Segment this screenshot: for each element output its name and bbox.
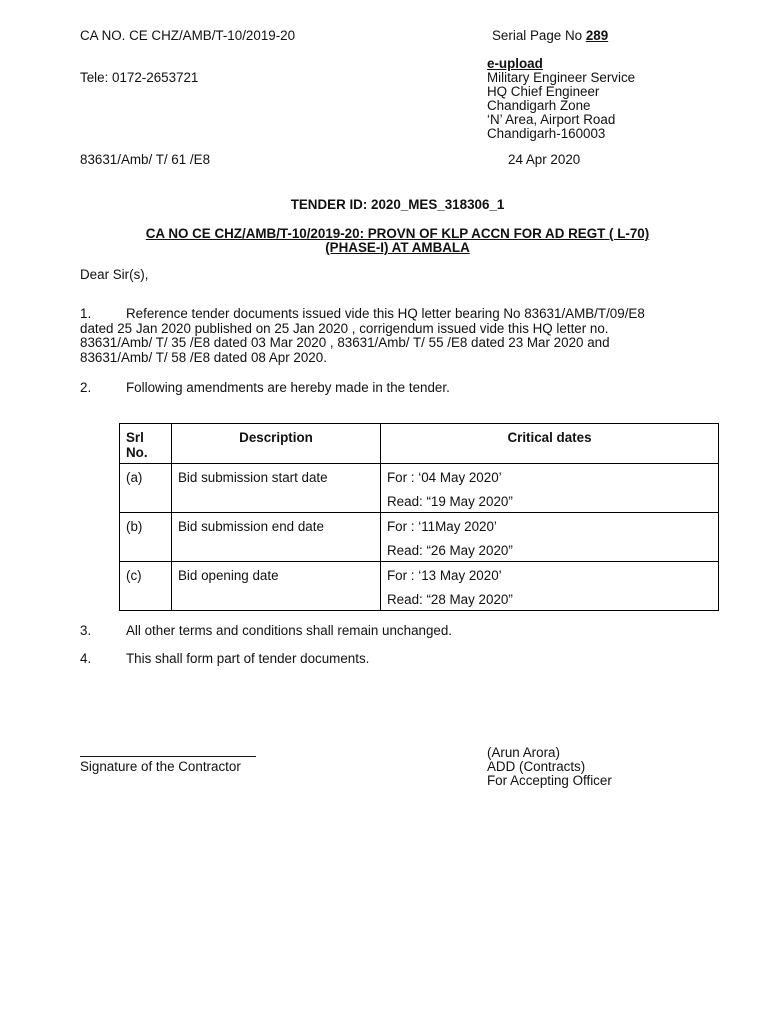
address-line-4: ‘N’ Area, Airport Road xyxy=(487,112,616,127)
subject-line-1: CA NO CE CHZ/AMB/T-10/2019-20: PROVN OF KLP ACCN FOR AD REGT ( L-70) xyxy=(145,226,650,241)
address-line-5: Chandigarh-160003 xyxy=(487,126,606,141)
read-date: Read: “26 May 2020” xyxy=(387,543,513,558)
cell-description: Bid submission end date xyxy=(172,513,381,562)
cell-dates xyxy=(381,513,719,562)
for-date: For : ‘13 May 2020’ xyxy=(387,568,502,583)
cell-srl: (a) xyxy=(120,464,172,513)
header-description: Description xyxy=(172,424,381,464)
signature-line xyxy=(80,756,256,757)
paragraph-line: 83631/Amb/ T/ 35 /E8 dated 03 Mar 2020 , 83631/Amb/ T/ 55 /E8 dated 23 Mar 2020 and xyxy=(80,335,610,350)
paragraph-number: 1. xyxy=(80,306,92,321)
accepting-officer-label: For Accepting Officer xyxy=(487,773,612,788)
cell-description: Bid opening date xyxy=(172,562,381,611)
signatory-name: (Arun Arora) xyxy=(487,745,560,760)
cell-description: Bid submission start date xyxy=(172,464,381,513)
cell-srl: (b) xyxy=(120,513,172,562)
for-date: For : ‘11May 2020’ xyxy=(387,519,497,534)
serial-number: 289 xyxy=(585,28,609,43)
subject-line-2: (PHASE-I) AT AMBALA xyxy=(325,240,470,255)
serial-label: Serial Page No xyxy=(492,28,583,43)
address-line-2: HQ Chief Engineer xyxy=(487,84,600,99)
header-srl-no: Srl No. xyxy=(120,424,172,464)
address-line-1: Military Engineer Service xyxy=(487,70,636,85)
header-critical-dates: Critical dates xyxy=(381,424,719,464)
paragraph-3 xyxy=(80,624,680,639)
cell-srl: (c) xyxy=(120,562,172,611)
for-date: For : ‘04 May 2020’ xyxy=(387,470,502,485)
paragraph-number: 2. xyxy=(80,380,92,395)
tender-id: TENDER ID: 2020_MES_318306_1 xyxy=(290,197,505,212)
letter-date: 24 Apr 2020 xyxy=(508,152,581,167)
paragraph-line: 1. Reference tender documents issued vide this HQ letter bearing No 83631/AMB/T/09/E8 xyxy=(80,306,645,321)
signatory-designation: ADD (Contracts) xyxy=(487,759,586,774)
address-line-3: Chandigarh Zone xyxy=(487,98,591,113)
table-header-row xyxy=(120,424,719,464)
salutation: Dear Sir(s), xyxy=(80,267,149,282)
serial-page xyxy=(492,28,608,43)
table-row xyxy=(120,513,719,562)
paragraph-4 xyxy=(80,652,680,667)
ca-number: CA NO. CE CHZ/AMB/T-10/2019-20 xyxy=(80,28,296,43)
paragraph-line: dated 25 Jan 2020 published on 25 Jan 2020 , corrigendum issued vide this HQ letter no. xyxy=(80,320,609,336)
paragraph-2 xyxy=(80,381,680,396)
table-row xyxy=(120,562,719,611)
reference-number: 83631/Amb/ T/ 61 /E8 xyxy=(80,152,211,167)
cell-dates xyxy=(381,562,719,611)
paragraph-line: 83631/Amb/ T/ 58 /E8 dated 08 Apr 2020. xyxy=(80,349,327,365)
contractor-signature-label: Signature of the Contractor xyxy=(80,759,241,774)
paragraph-text: This shall form part of tender documents. xyxy=(126,651,370,666)
paragraph-number: 3. xyxy=(80,623,92,638)
e-upload-label: e-upload xyxy=(487,56,543,71)
paragraph-text: Following amendments are hereby made in the tender. xyxy=(126,380,450,395)
cell-dates xyxy=(381,464,719,513)
table-row xyxy=(120,464,719,513)
read-date: Read: “28 May 2020” xyxy=(387,592,513,607)
read-date: Read: “19 May 2020” xyxy=(387,494,513,509)
paragraph-number: 4. xyxy=(80,651,92,666)
critical-dates-table xyxy=(119,423,719,611)
paragraph-1 xyxy=(80,307,680,365)
paragraph-text: All other terms and conditions shall remain unchanged. xyxy=(126,623,453,638)
telephone: Tele: 0172-2653721 xyxy=(80,70,199,85)
